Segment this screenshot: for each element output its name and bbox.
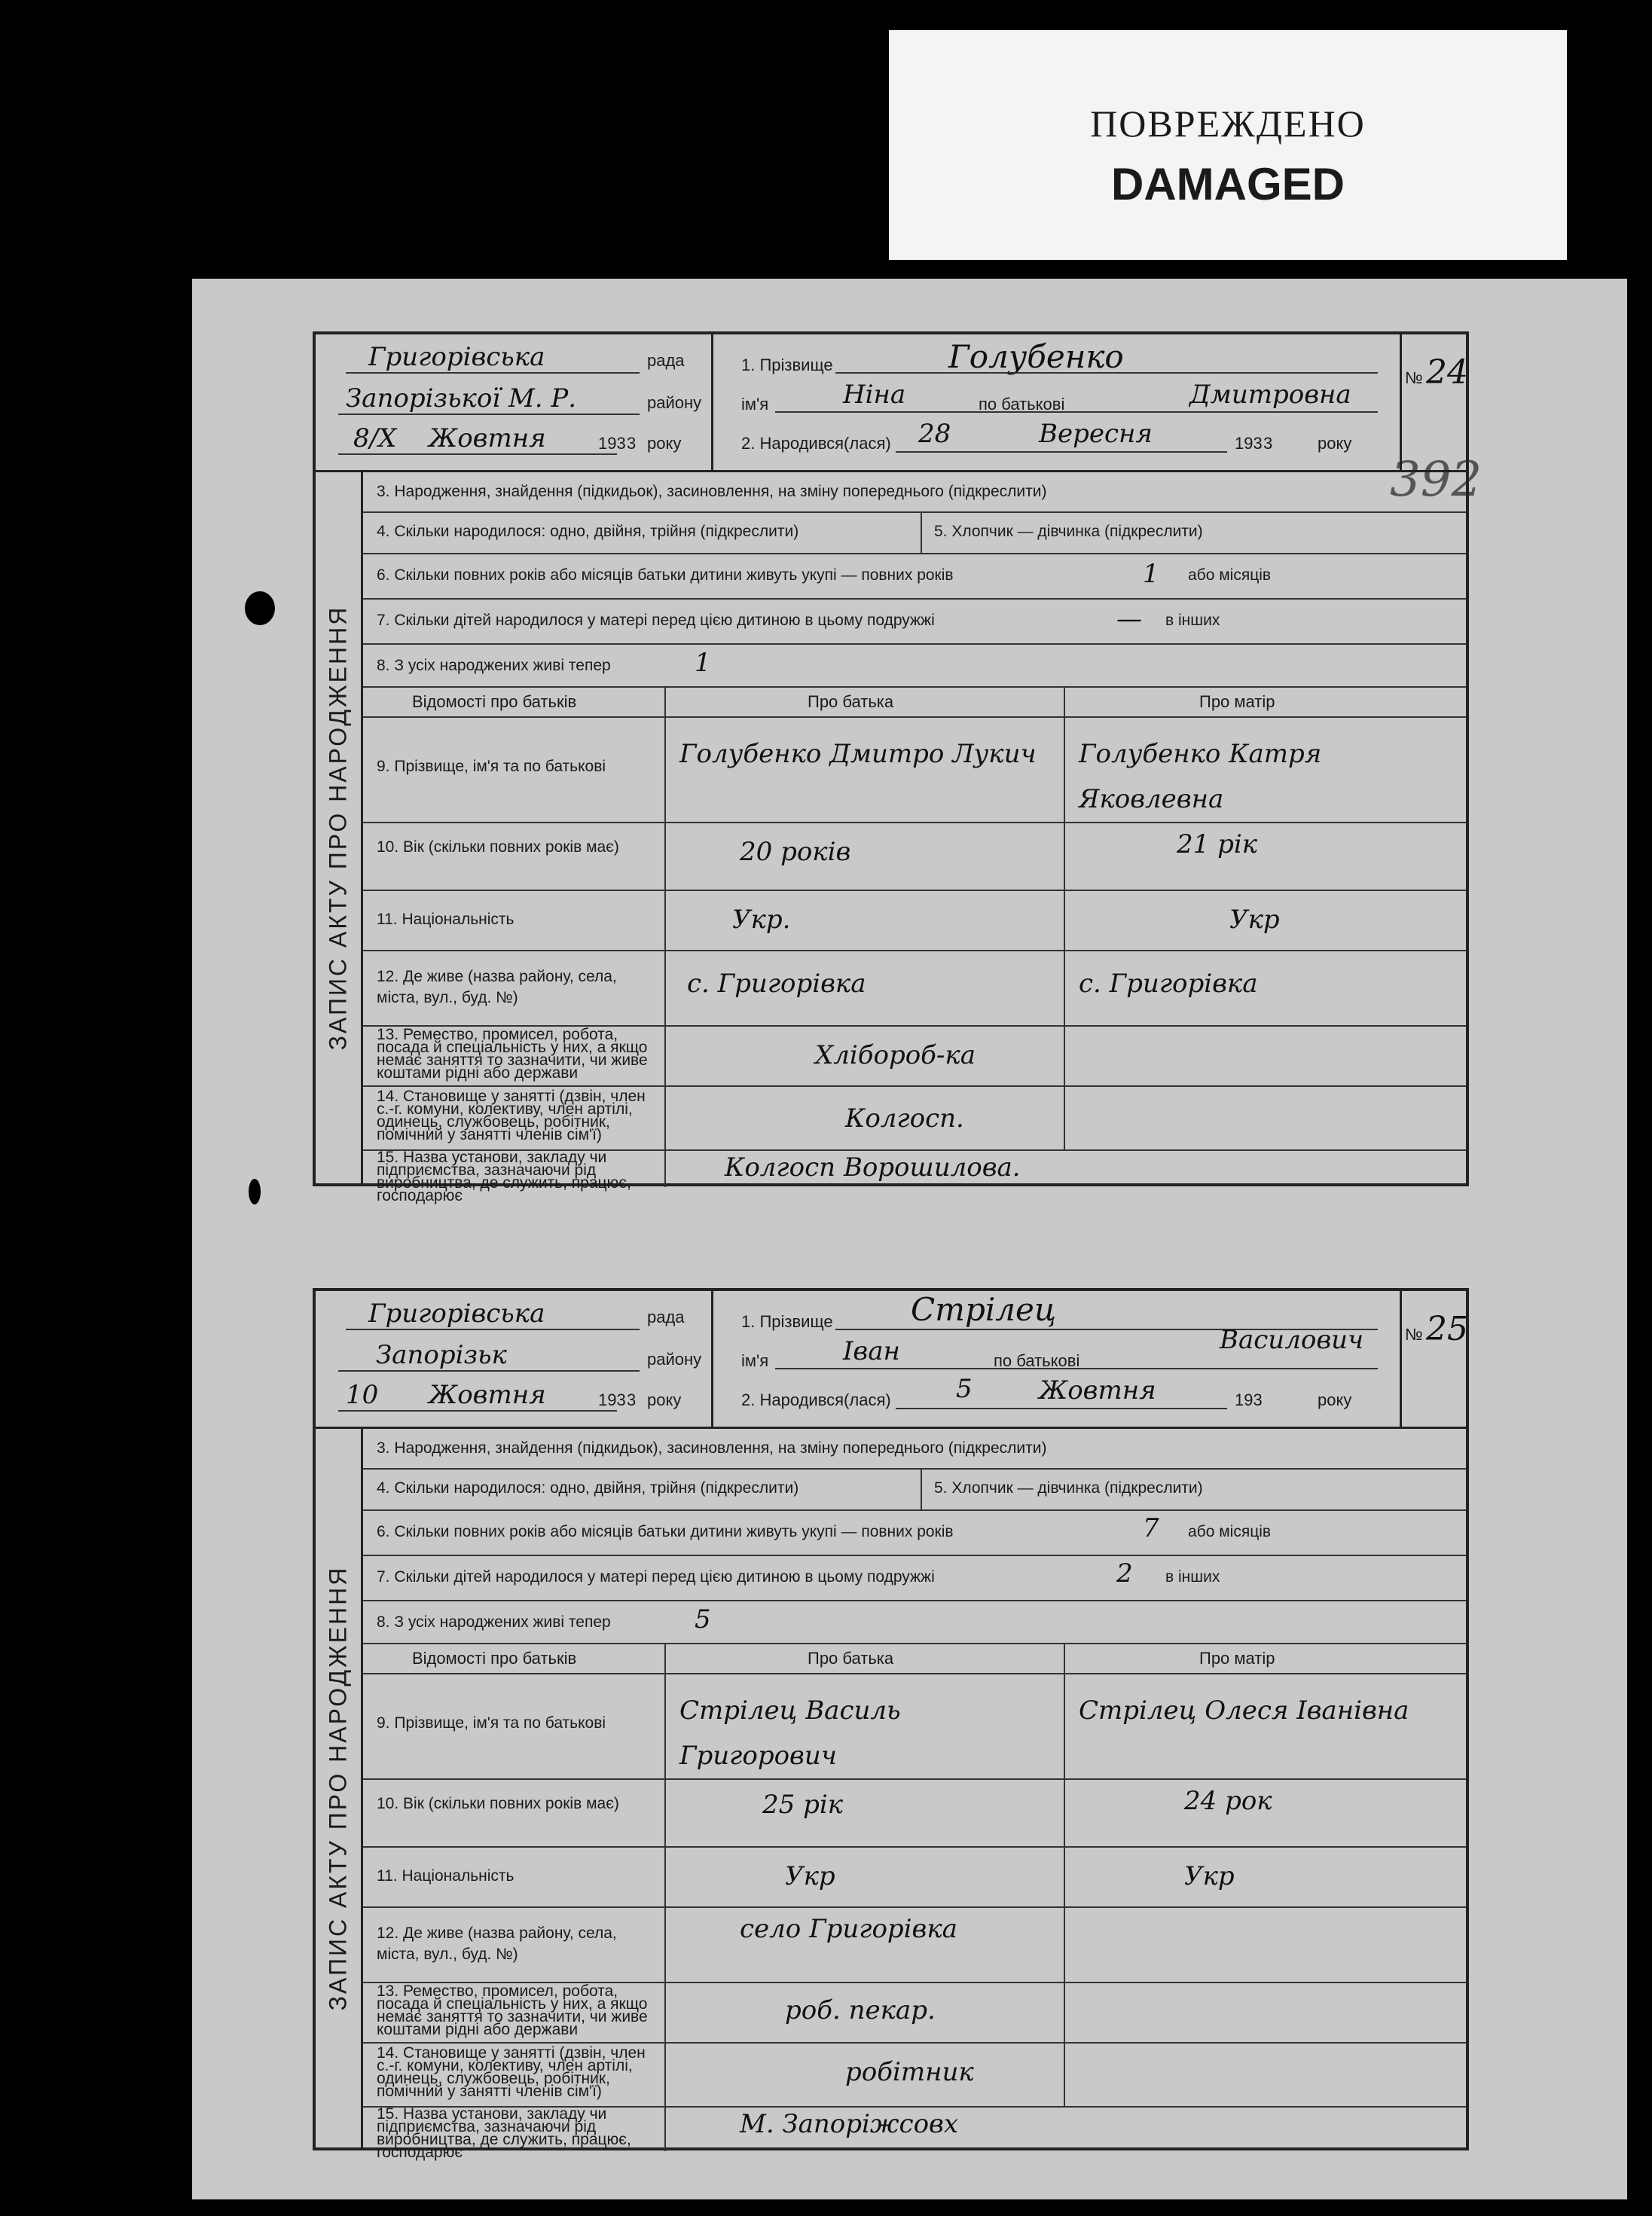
born-day: 5 [956,1374,973,1404]
father-nationality: Укр [785,1861,835,1891]
father-name: Голубенко Дмитро Лукич [679,739,1037,769]
q8-label: 8. З усіх народжених живі тепер [377,1613,611,1631]
record-header [316,1291,1466,1429]
record-number-box [1400,1291,1466,1427]
q13-label: 13. Ремество, промисел, робота, посада й спеціальність у них, а якщо немає заняття то зазначити, чи живе коштами рідні або держави [377,1026,648,1082]
rayon-value: Запорізьк [376,1340,507,1370]
q7b-label: в інших [1165,612,1220,629]
q6-label: 6. Скільки повних років або місяців батьки дитини живуть укупі — повних років [377,1523,954,1540]
q10-label: 10. Вік (скільки повних років має) [377,1795,619,1812]
q3-label: 3. Народження, знайдення (підкидьок), засиновлення, на зміну попереднього (підкреслити) [377,483,1047,500]
q11-label: 11. Національність [377,1867,515,1885]
birth-record-1 [313,331,1469,1204]
name-value: Ніна [843,380,906,410]
q7-row [363,598,1466,645]
q11-row [363,890,1466,951]
q15-label: 15. Назва установи, закладу чи підприємства, зазначаючи рід виробництва, де служить, працює, господарює [377,2105,631,2161]
q4-q5-row [363,1468,1466,1511]
surname-value: Голубенко [948,338,1124,375]
mother-age: 21 рік [1177,829,1258,859]
father-age: 20 років [740,837,851,867]
q12-label: 12. Де живе (назва району, села, міста, вул., буд. №) [377,1925,617,1963]
patronymic-label: по батькові [994,1351,1080,1370]
q7b-label: в інших [1165,1568,1220,1586]
record-rows [363,472,1466,1204]
reg-day: 8/X [353,423,397,453]
mother-name: Стрілец Олеся Іванівна [1079,1696,1409,1726]
rada-value: Григорівська [368,1299,545,1329]
q8-row [363,1600,1466,1644]
q9-label: 9. Прізвище, ім'я та по батькові [377,1714,606,1732]
father-nationality: Укр. [732,905,791,935]
mother-nationality: Укр [1184,1861,1235,1891]
damaged-tag-en: DAMAGED [1111,159,1345,209]
q10-row [363,1778,1466,1848]
registration-block [316,1291,713,1427]
workplace: Колгосп Ворошилова. [725,1152,1021,1183]
parents-header [363,1643,1466,1674]
parents-header [363,686,1466,718]
rayon-label: району [647,393,702,412]
born-year-prefix: 193 [1235,1390,1263,1409]
q9-label: 9. Прізвище, ім'я та по батькові [377,758,606,775]
father-header: Про батька [808,692,894,711]
q15-row [363,2105,1466,2161]
born-label: 2. Народився(лася) [741,1390,891,1409]
q12-label: 12. Де живе (назва району, села, міста, вул., буд. №) [377,968,617,1006]
q7-this: — [1116,604,1142,634]
surname-label: 1. Прізвище [741,1312,833,1331]
workplace: М. Запоріжсовх [740,2109,959,2139]
q3-row [363,1429,1466,1470]
birth-record-2 [313,1288,1469,2161]
patronymic-value: Василович [1220,1325,1364,1355]
father-address: с. Григорівка [687,969,866,999]
born-label: 2. Народився(лася) [741,434,891,453]
record-number: 24 [1426,353,1468,392]
mother-header: Про матір [1199,1649,1275,1668]
q14-row [363,1085,1466,1151]
name-label: ім'я [741,395,769,414]
occupation: Хлібороб-ка [815,1040,976,1070]
vertical-title [316,472,363,1183]
q3-row [363,472,1466,513]
q12-row [363,1906,1466,1983]
q11-row [363,1846,1466,1908]
born-day: 28 [918,419,951,449]
born-month: Вересня [1039,419,1153,449]
q10-row [363,822,1466,891]
q14-label: 14. Становище у занятті (дзвін, член с.-г. комуни, колективу, член артілі, одинець, службовець, робітник, помічний у занятті членів сім'ї) [377,2044,646,2100]
q14-row [363,2042,1466,2108]
paper-sheet [192,279,1627,2199]
record-rows [363,1429,1466,2161]
name-value: Іван [843,1336,900,1366]
q15-row [363,1149,1466,1204]
damaged-tag-ru: ПОВРЕЖДЕНО [1090,102,1366,145]
registration-block [316,334,713,470]
q7-label: 7. Скільки дітей народилося у матері перед цією дитиною в цьому подружжі [377,1568,935,1586]
q6-label: 6. Скільки повних років або місяців батьки дитини живуть укупі — повних років [377,566,954,584]
father-header: Про батька [808,1649,894,1668]
q6b-label: або місяців [1188,1523,1272,1540]
reg-month: Жовтня [429,423,546,453]
reg-year-prefix: 193 [598,434,626,453]
punch-hole [249,1179,261,1204]
reg-year-digit: 3 [627,1390,637,1409]
q15-label: 15. Назва установи, закладу чи підприємства, зазначаючи рід виробництва, де служить, працює, господарює [377,1149,631,1204]
born-year-label: року [1318,1390,1352,1409]
damaged-tag [889,30,1567,260]
q8-label: 8. З усіх народжених живі тепер [377,657,611,674]
born-year-digit: 3 [1263,434,1273,453]
q4-q5-row [363,511,1466,554]
q13-row [363,1025,1466,1087]
rada-label: рада [647,1308,685,1326]
year-label: року [647,1390,682,1409]
rayon-value: Запорізької М. Р. [346,383,577,414]
record-header [316,334,1466,472]
mother-nationality: Укр [1229,905,1280,935]
surname-label: 1. Прізвище [741,356,833,374]
q3-label: 3. Народження, знайдення (підкидьок), засиновлення, на зміну попереднього (підкреслити) [377,1439,1047,1457]
reg-year-prefix: 193 [598,1390,626,1409]
patronymic-label: по батькові [979,395,1065,414]
father-name: Стрілец Василь Григорович [679,1696,901,1771]
q5-label: 5. Хлопчик — дівчинка (підкреслити) [934,523,1203,540]
year-label: року [647,434,682,453]
patronymic-value: Дмитровна [1189,380,1351,410]
q6-years: 1 [1143,559,1159,589]
number-label: № [1405,1325,1423,1344]
q8-alive: 5 [695,1604,711,1635]
q7-row [363,1555,1466,1601]
rayon-label: району [647,1350,702,1369]
father-address: село Григорівка [740,1914,957,1944]
vertical-title-text: ЗАПИС АКТУ ПРО НАРОДЖЕННЯ [324,605,352,1051]
name-label: ім'я [741,1351,769,1370]
q6-years: 7 [1143,1513,1159,1543]
born-year-prefix: 193 [1235,434,1263,453]
reg-month: Жовтня [429,1380,546,1410]
q5-label: 5. Хлопчик — дівчинка (підкреслити) [934,1479,1203,1497]
q4-label: 4. Скільки народилося: одно, двійня, трійня (підкреслити) [377,1479,799,1497]
q14-label: 14. Становище у занятті (дзвін, член с.-г. комуни, колективу, член артілі, одинець, службовець, робітник, помічний у занятті членів сім'ї) [377,1088,646,1143]
born-month: Жовтня [1039,1375,1156,1406]
q8-row [363,643,1466,688]
q6-row [363,553,1466,600]
q10-label: 10. Вік (скільки повних років має) [377,838,619,856]
q7-label: 7. Скільки дітей народилося у матері перед цією дитиною в цьому подружжі [377,612,935,629]
social-position: Колгосп. [845,1103,964,1134]
q4-label: 4. Скільки народилося: одно, двійня, трійня (підкреслити) [377,523,799,540]
q6b-label: або місяців [1188,566,1272,584]
margin-number: 392 [1390,452,1483,508]
q9-row [363,716,1466,823]
mother-name: Голубенко Катря Яковлевна [1079,739,1322,814]
record-number: 25 [1426,1310,1468,1348]
mother-age: 24 рок [1184,1786,1272,1816]
q6-row [363,1509,1466,1556]
q9-row [363,1673,1466,1780]
punch-hole [245,591,275,625]
rada-label: рада [647,351,685,370]
q8-alive: 1 [695,648,711,678]
mother-address: с. Григорівка [1079,969,1258,999]
reg-day: 10 [346,1380,379,1410]
q13-label: 13. Ремество, промисел, робота, посада й спеціальність у них, а якщо немає заняття то зазначити, чи живе коштами рідні або держави [377,1982,648,2038]
born-year-label: року [1318,434,1352,453]
record-number-box [1400,334,1466,470]
surname-value: Стрілец [911,1291,1057,1328]
q7-this: 2 [1116,1558,1133,1589]
q12-row [363,950,1466,1027]
vertical-title-text: ЗАПИС АКТУ ПРО НАРОДЖЕННЯ [324,1565,352,2011]
mother-header: Про матір [1199,692,1275,711]
number-label: № [1405,368,1423,387]
q11-label: 11. Національність [377,911,515,928]
social-position: робітник [845,2057,974,2087]
parents-info-header: Відомості про батьків [412,1649,577,1668]
rada-value: Григорівська [368,342,545,372]
occupation: роб. пекар. [785,1995,936,2025]
vertical-title [316,1429,363,2147]
reg-year-digit: 3 [627,434,637,453]
father-age: 25 рік [762,1790,844,1820]
q13-row [363,1982,1466,2044]
parents-info-header: Відомості про батьків [412,692,577,711]
